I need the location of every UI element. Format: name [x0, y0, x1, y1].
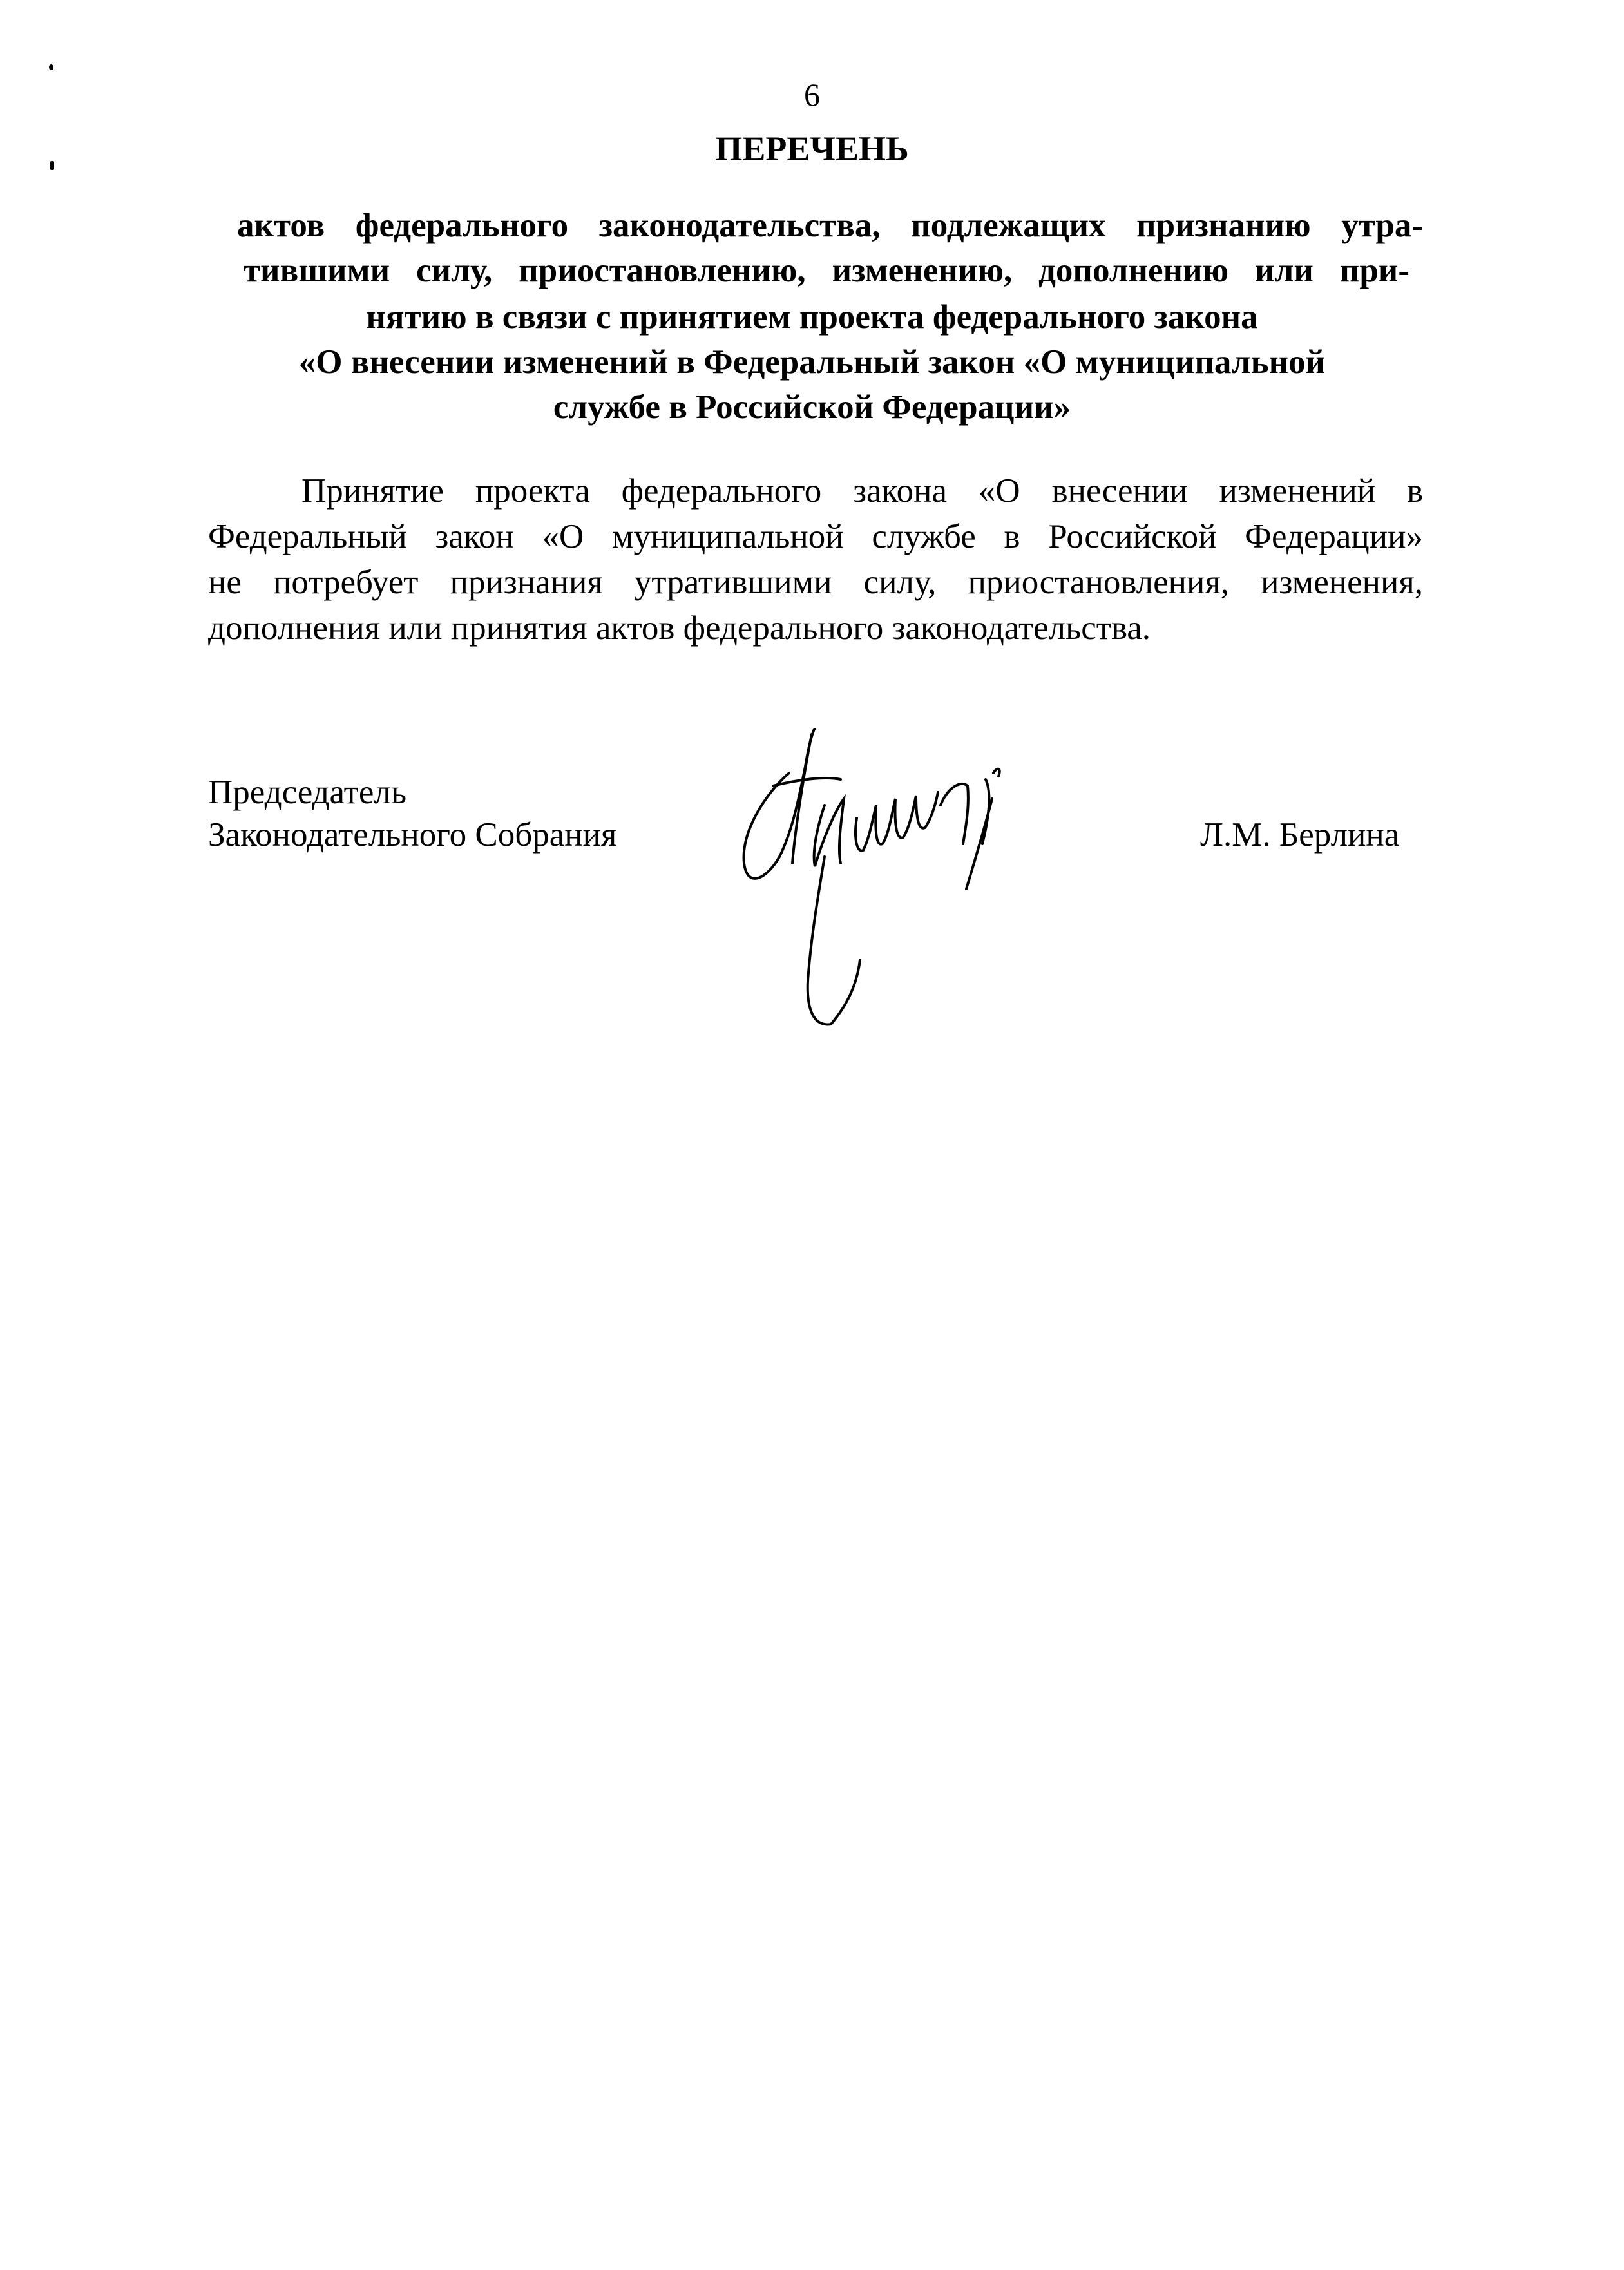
subtitle-line: «О внесении изменений в Федеральный закон «О муниципальной [298, 343, 1326, 381]
body-line: Федеральный закон «О муниципальной службе в Российской Федерации» [208, 518, 1423, 555]
handwritten-signature [728, 728, 1153, 1031]
signatory-position: Председатель [208, 774, 406, 811]
document-heading: ПЕРЕЧЕНЬ [715, 129, 909, 168]
subtitle-line: службе в Российской Федерации» [553, 388, 1071, 426]
scan-speck [49, 64, 53, 70]
subtitle-line: актов федерального законодательства, подлежащих признанию утра- [237, 207, 1423, 244]
page-number: 6 [804, 77, 820, 113]
subtitle-line: тившими силу, приостановлению, изменению, дополнению или при- [244, 252, 1409, 289]
signatory-name: Л.М. Берлина [1200, 816, 1400, 854]
subtitle-line: нятию в связи с принятием проекта федерального закона [366, 298, 1258, 336]
body-line: не потребует признания утратившими силу, приостановления, изменения, [208, 564, 1423, 601]
body-line: Принятие проекта федерального закона «О внесении изменений в [301, 472, 1423, 510]
signatory-organization: Законодательного Собрания [208, 816, 617, 854]
body-line: дополнения или принятия актов федерального законодательства. [208, 609, 1151, 647]
